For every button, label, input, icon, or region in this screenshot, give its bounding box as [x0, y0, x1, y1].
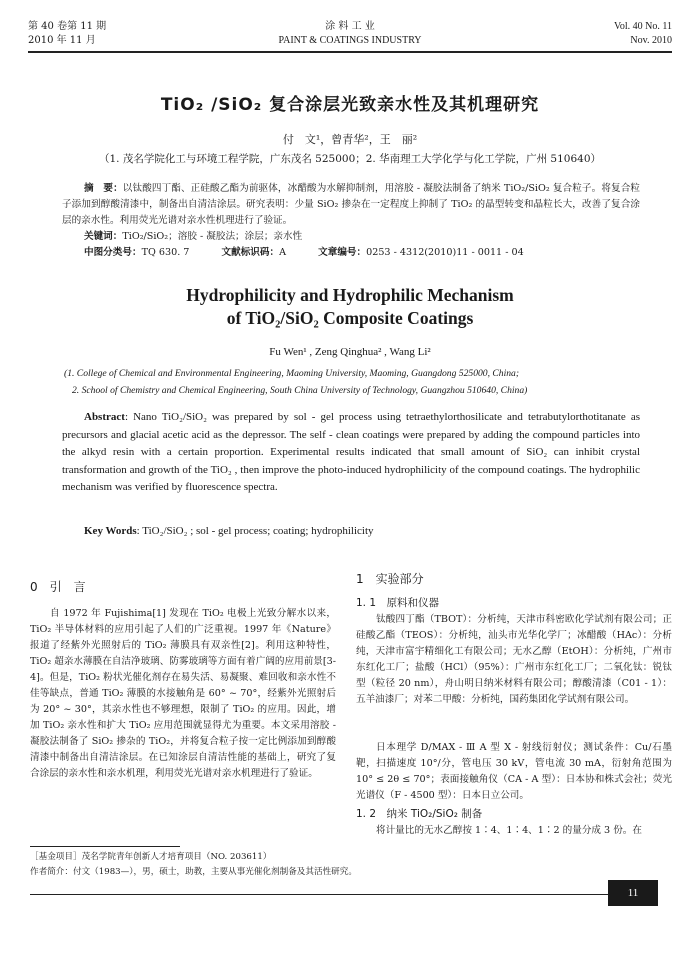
- footnote-funding-label: ［基金项目］: [30, 852, 82, 862]
- journal-date-cn: 2010 年 11 月: [28, 35, 96, 46]
- affiliation-en-1: (1. College of Chemical and Environmental Engineering, Maoming University, Maoming, Guangdong 525000, China;: [64, 368, 520, 379]
- abstract-en: [62, 409, 640, 497]
- keywords-cn: [84, 229, 640, 245]
- abstract-cn-text: 以钛酸四丁酯、正硅酸乙酯为前驱体，冰醋酸为水解抑制剂，用溶胶 - 凝胶法制备了纳米 TiO₂/SiO₂ 复合粒子。将复合粒子添加到醇酸清漆中，制备出自清洁涂层。研究表明：少量 SiO₂ 掺杂在一定程度上抑制了 TiO₂ 的晶型转变和晶粒长大，改善了复合涂层的亲水性。利用荧光光谱对亲水性机理进行了验证。: [62, 183, 641, 226]
- section-0-heading: 0 引 言: [30, 580, 86, 594]
- keywords-en-label: Key Words: [84, 525, 137, 537]
- header-rule: [28, 51, 672, 53]
- abstract-en-label: Abstract: [84, 411, 125, 423]
- footnote-funding-text: 茂名学院青年创新人才培育项目（NO. 203611）: [81, 852, 272, 862]
- journal-volume-issue-cn: 第 40 卷第 11 期: [28, 21, 107, 32]
- abstract-cn-label: 摘 要：: [84, 183, 123, 194]
- journal-date-en: Nov. 2010: [630, 35, 672, 46]
- article-no-label: 文章编号：: [318, 247, 367, 258]
- title-en-line1: Hydrophilicity and Hydrophilic Mechanism: [186, 285, 514, 305]
- footnote-author-text: 付文（1983—），男，硕士，助教，主要从事光催化剂制备及其活性研究。: [72, 867, 357, 877]
- section-1-heading: 1 实验部分: [356, 572, 424, 586]
- keywords-en: [84, 523, 640, 541]
- affiliation-en-2: 2. School of Chemistry and Chemical Engineering, South China University of Technology, Guangzhou 510640, China): [72, 385, 528, 396]
- footnote-author: [30, 865, 670, 879]
- keywords-cn-label: 关键词：: [84, 231, 123, 242]
- section-1-2-heading: 1. 2 纳米 TiO₂/SiO₂ 制备: [356, 808, 483, 820]
- title-en-line2: of TiO₂/SiO₂ Composite Coatings: [226, 308, 474, 328]
- journal-volume-issue-en: Vol. 40 No. 11: [613, 21, 672, 32]
- section-1-1-heading: 1. 1 原料和仪器: [356, 597, 440, 609]
- doc-code-value: A: [279, 247, 287, 258]
- footnote-rule: [30, 846, 180, 847]
- footnote-author-label: 作者简介：: [30, 867, 73, 877]
- section-1-1-para-2: 日本理学 D/MAX - Ⅲ A 型 X - 射线衍射仪；测试条件：Cu/石墨靶，扫描速度 10°/分，管电压 30 kV，管电流 30 mA，衍射角范围为 10° ≤ 2θ ≤ 70°；表面接触角仪（CA - A 型）：日本协和株式会社；荧光光谱仪（F - 4500 型）：日本日立公司。: [356, 742, 672, 801]
- footnote-funding: [30, 850, 670, 864]
- section-0-body: 自 1972 年 Fujishima[1] 发现在 TiO₂ 电极上光致分解水以来，TiO₂ 半导体材料的应用引起了人们的广泛重视。1997 年《Nature》报道了经紫外光照射后的 TiO₂ 薄膜具有双亲性[2]。利用这种特性，TiO₂ 超亲水薄膜在自洁净玻璃、防雾玻璃等方面有着广阔的应用前景[3-4]。但是，TiO₂ 粉状光催化剂存在易失活、易凝聚、难回收和亲水性不佳等缺点，普通 TiO₂ 薄膜的水接触角是 60° ~ 70°，经紫外光照射后为 20° ~ 30°，其亲水性也不够理想，限制了 TiO₂ 的应用。因此，增加 TiO₂ 亲水性和扩大 TiO₂ 应用范围就显得尤为重要。本文采用溶胶 - 凝胶法制备了 SiO₂ 掺杂的 TiO₂，并将复合粒子按一定比例添加到醇酸清漆中制备出自清洁涂层。在已知涂层自清洁性能的基础上，研究了复合涂层的亲水性和亲水机理，利用荧光光谱对亲水机理进行了验证。: [30, 608, 336, 779]
- affiliation-cn: （1. 茂名学院化工与环境工程学院，广东茂名 525000；2. 华南理工大学化学与化工学院，广州 510640）: [98, 153, 602, 165]
- section-1-2-para-1: 将计量比的无水乙醇按 1∶4、1∶4、1∶2 的量分成 3 份。在: [376, 825, 642, 836]
- page-number: 11: [608, 880, 658, 906]
- keywords-en-text: : TiO₂/SiO₂ ; sol - gel process; coating; hydrophilicity: [136, 525, 374, 537]
- title-cn: TiO₂ /SiO₂ 复合涂层光致亲水性及其机理研究: [160, 95, 540, 115]
- classification-line: [84, 245, 640, 261]
- clc-value: TQ 630. 7: [141, 247, 190, 258]
- abstract-en-text: : Nano TiO₂/SiO₂ was prepared by sol - gel process using tetraethylorthosilicate and tetrabutylorthotitanate as precursors and glacial acetic acid as the depressor. The self - clean coatings were prepared by adding the compound particles into the alkyd resin with a certain proportion. Experimental results indicated that small amount of SiO₂ can inhibit crystal transformation and growth of the TiO₂ , then improve the photo-induced hydrophilicity of the compound coatings. The hydrophilic mechanism was verified by fluorescence spectra.: [62, 411, 640, 493]
- doc-code-label: 文献标识码：: [221, 247, 280, 258]
- abstract-cn: [62, 181, 640, 229]
- journal-name-en: PAINT & COATINGS INDUSTRY: [278, 35, 422, 46]
- keywords-cn-text: TiO₂/SiO₂；溶胶 - 凝胶法；涂层；亲水性: [122, 231, 303, 242]
- article-no-value: 0253 - 4312(2010)11 - 0011 - 04: [366, 247, 524, 258]
- section-1-1-para-1: 钛酸四丁酯（TBOT）：分析纯，天津市科密欧化学试剂有限公司；正硅酸乙酯（TEOS）：分析纯，汕头市光华化学厂；冰醋酸（HAc）：分析纯，天津市富宇精细化工有限公司；无水乙醇（EtOH）：分析纯，广州市东红化工厂；盐酸（HCl）（95%）：广州市东红化工厂；二氧化钛：锐钛型（粒径 20 nm），舟山明日纳米材料有限公司；醇酸清漆（C01 - 1）：五羊油漆厂；对苯二甲酸：分析纯，国药集团化学试剂有限公司。: [356, 614, 672, 705]
- authors-en: Fu Wen¹ , Zeng Qinghua² , Wang Li²: [269, 346, 431, 358]
- authors-cn: 付 文¹，曾青华²，王 丽²: [282, 133, 418, 146]
- journal-name-cn: 涂 料 工 业: [325, 21, 375, 32]
- footer-rule: [30, 894, 608, 895]
- clc-label: 中图分类号：: [84, 247, 142, 258]
